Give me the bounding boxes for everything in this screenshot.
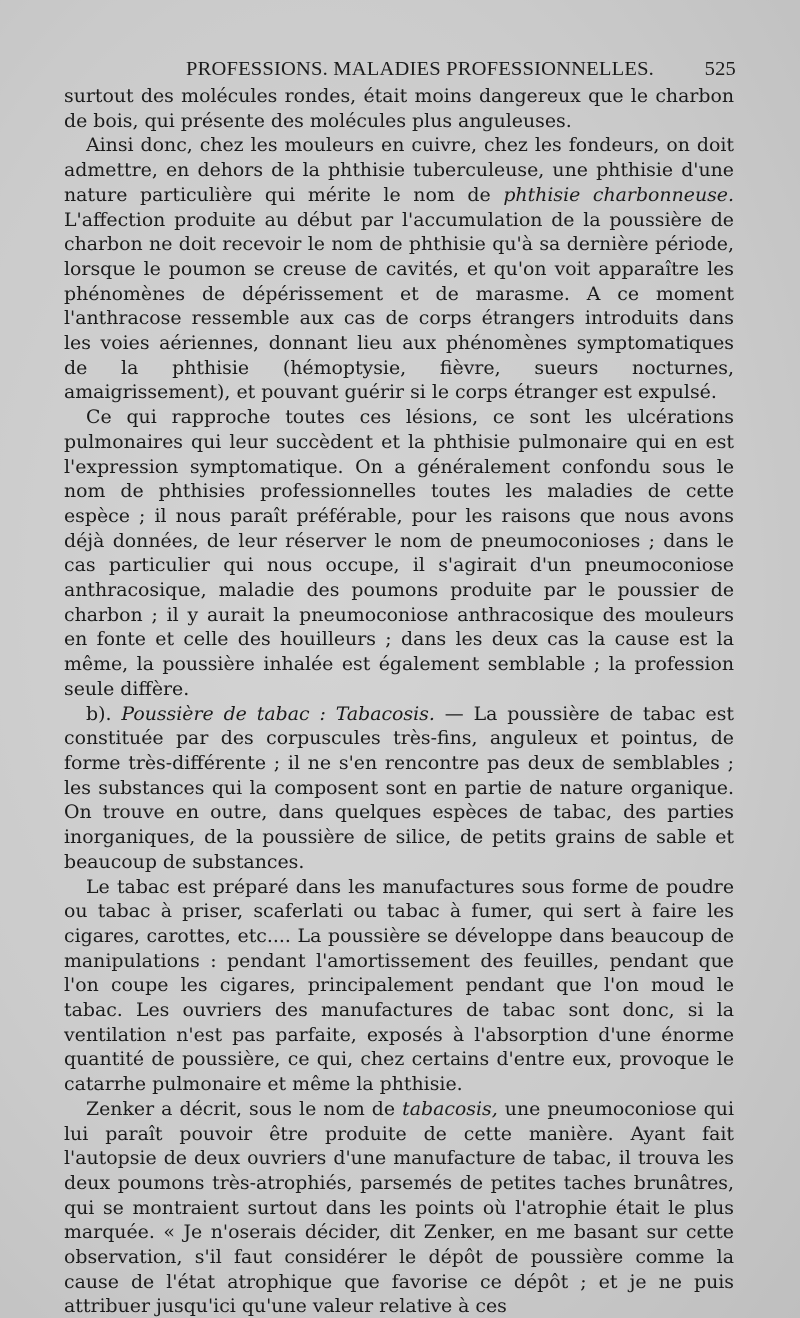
running-title: PROFESSIONS. MALADIES PROFESSIONNELLES. <box>186 58 654 80</box>
paragraph-text: surtout des molécules rondes, était moins dangereux que le charbon de bois, qui présente des molécules plus anguleuses. <box>64 85 734 132</box>
italic-term: phthisie charbonneuse. <box>503 183 734 206</box>
paragraph-continuation <box>64 84 734 133</box>
section-heading: Poussière de tabac : Tabacosis. <box>121 702 435 725</box>
italic-term: tabacosis, <box>402 1097 498 1120</box>
paragraph-text: L'affection produite au début par l'accumulation de la poussière de charbon ne doit recevoir le nom de phthisie qu'à sa dernière période, lorsque le poumon se creuse de cavités, et qu'on voit apparaître les phénomènes de dépérissement et de marasme. A ce moment l'anthracose ressemble aux cas de corps étrangers introduits dans les voies aériennes, donnant lieu aux phénomènes symptomatiques de la phthisie (hémoptysie, fièvre, sueurs nocturnes, amaigrissement), et pouvant guérir si le corps étranger est expulsé. <box>64 208 734 404</box>
paragraph-zenker <box>64 1097 734 1318</box>
paragraph-phthisie-charbonneuse <box>64 133 734 405</box>
paragraph-text: Le tabac est préparé dans les manufactures sous forme de poudre ou tabac à priser, scaferlati ou tabac à fumer, qui sert à faire les cigares, carottes, etc.... La poussière se développe dans beaucoup de manipulations : pendant l'amortissement des feuilles, pendant que l'on coupe les cigares, principalement pendant que l'on moud le tabac. Les ouvriers des manufactures de tabac sont donc, si la ventilation n'est pas parfaite, exposés à l'absorption d'une énorme quantité de poussière, ce qui, chez certains d'entre eux, provoque le catarrhe pulmonaire et même la phthisie. <box>64 875 734 1096</box>
section-tabacosis <box>64 702 734 875</box>
paragraph-pneumoconioses <box>64 405 734 701</box>
paragraph-manufactures <box>64 875 734 1097</box>
running-head <box>64 58 734 82</box>
paragraph-text: Zenker a décrit, sous le nom de <box>86 1097 403 1120</box>
paragraph-text: une pneumoconiose qui lui paraît pouvoir être produite de cette manière. Ayant fait l'autopsie de deux ouvriers d'une manufacture de tabac, il trouva les deux poumons très-atrophiés, parsemés de petites taches brunâtres, qui se montraient surtout dans les points où l'atrophie était le plus marquée. « Je n'oserais décider, dit Zenker, en me basant sur cette observation, s'il faut considérer le dépôt de poussière comme la cause de l'état atrophique que favorise ce dépôt ; et je ne puis attribuer jusqu'ici qu'une valeur relative à ces <box>64 1097 734 1318</box>
paragraph-text: — La poussière de tabac est constituée par des corpuscules très-fins, anguleux et pointus, de forme très-différente ; il ne s'en rencontre pas deux de semblables ; les substances qui la composent sont en partie de nature organique. On trouve en outre, dans quelques espèces de tabac, des parties inorganiques, de la poussière de silice, de petits grains de sable et beaucoup de substances. <box>64 702 734 873</box>
body-text <box>64 84 734 1318</box>
paragraph-text: Ainsi donc, chez les mouleurs en cuivre, chez les fondeurs, on doit admettre, en dehors de la phthisie tuberculeuse, une phthisie d'une nature particulière qui mérite le nom de <box>64 134 734 206</box>
paragraph-text: Ce qui rapproche toutes ces lésions, ce sont les ulcérations pulmonaires qui leur succèdent et la phthisie pulmonaire qui en est l'expression symptomatique. On a généralement confondu sous le nom de phthisies professionnelles toutes les maladies de cette espèce ; il nous paraît préférable, pour les raisons que nous avons déjà données, de leur réserver le nom de pneumoconioses ; dans le cas particulier qui nous occupe, il s'agirait d'un pneumoconiose anthracosique, maladie des poumons produite par le poussier de charbon ; il y aurait la pneumoconiose anthracosique des mouleurs en fonte et celle des houilleurs ; dans les deux cas la cause est la même, la poussière inhalée est également semblable ; la profession seule diffère. <box>64 406 734 700</box>
section-label: b). <box>86 702 112 725</box>
page-number: 525 <box>704 58 736 80</box>
